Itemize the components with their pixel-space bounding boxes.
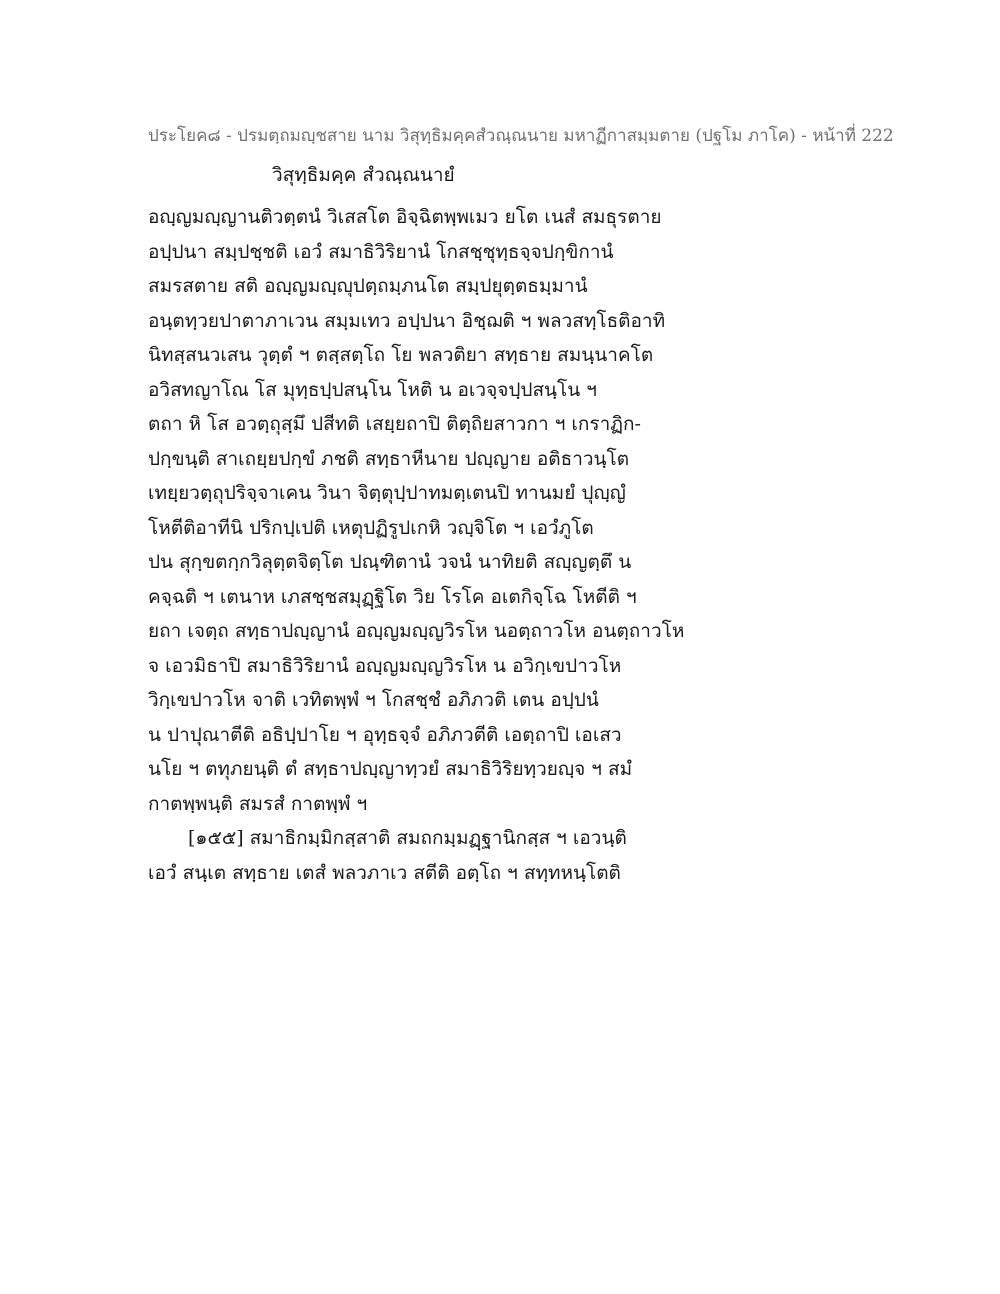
text-line: อนฺตทฺวยปาตาภาเวน สมฺมเทว อปฺปนา อิชฺฌติ ฯ พลวสทฺโธติอาทิ	[148, 309, 666, 332]
text-line: นโย ฯ ตทุภยนฺติ ตํ สทฺธาปญฺญาทฺวยํ สมาธิวิริยทฺวยญฺจ ฯ สมํ	[148, 758, 633, 780]
text-line: นิทสฺสนวเสน วุตฺตํ ฯ ตสฺสตฺโถ โย พลวติยา สทฺธาย สมนฺนาคโต	[148, 344, 654, 366]
text-line: เทยฺยวตฺถุปริจฺจาเคน วินา จิตฺตุปฺปาทมตฺเตนปิ ทานมยํ ปุญฺญํ	[148, 482, 626, 504]
text-line: ปน สุกฺขตกฺกวิลุตฺตจิตฺโต ปณฺฑิตานํ วจนํ นาทิยติ สญฺญตฺตึ น	[148, 551, 632, 573]
section-title: วิสุทฺธิมคฺค สํวณฺณนายํ	[272, 164, 455, 186]
text-line: วิกฺเขปาวโห จาติ เวทิตพฺพํ ฯ โกสชฺชํ อภิภวติ เตน อปฺปนํ	[148, 689, 599, 711]
body-text	[148, 200, 728, 890]
text-line: ปกฺขนฺติ สาเถยฺยปกฺขํ ภชติ สทฺธาหีนาย ปญฺญาย อติธาวนฺโต	[148, 447, 630, 470]
text-line: อปฺปนา สมฺปชฺชติ เอวํ สมาธิวิริยานํ โกสชฺชุทฺธจฺจปกฺขิกานํ	[148, 240, 614, 263]
text-line: โหตีติอาทีนิ ปริกปฺเปติ เหตุปฏิรูปเกหิ วญฺจิโต ฯ เอวํภูโต	[148, 516, 594, 539]
text-line: สมรสตาย สติ อญฺญมญฺญุปตฺถมฺภนโต สมฺปยุตฺตธมฺมานํ	[148, 275, 588, 297]
text-line: อญฺญมญฺญานติวตฺตนํ วิเสสโต อิจฺฉิตพฺพเมว ยโต เนสํ สมธุรตาย	[148, 206, 662, 228]
text-line: จ เอวมิธาปิ สมาธิวิริยานํ อญฺญมญฺญวิรโห น อวิกฺเขปาวโห	[148, 654, 622, 677]
text-line: ตถา หิ โส อวตฺถุสฺมึ ปสีทติ เสยฺยถาปิ ติตฺถิยสาวกา ฯ เกราฏิก-	[148, 413, 641, 435]
paragraph-start-line: [๑๕๕] สมาธิกมฺมิกสฺสาติ สมถกมฺมฏฺฐานิกสฺส ฯ เอวนฺติ	[188, 827, 627, 849]
text-line: น ปาปุณาตีติ อธิปฺปาโย ฯ อุทฺธจฺจํ อภิภวตีติ เอตฺถาปิ เอเสว	[148, 723, 622, 746]
text-line: คจฺฉติ ฯ เตนาห เภสชฺชสมุฏฺฐิโต วิย โรโค อเตกิจฺโฉ โหตีติ ฯ	[148, 585, 637, 608]
text-line: ยถา เจตฺถ สทฺธาปญฺญานํ อญฺญมญฺญวิรโห นอตฺถาวโห อนตฺถาวโห	[148, 620, 685, 642]
text-line: เอวํ สนฺเต สทฺธาย เตสํ พลวภาเว สตีติ อตฺโถ ฯ สทฺทหนฺโตติ	[148, 861, 621, 884]
running-header: ประโยค๘ - ปรมตฺถมญฺชสาย นาม วิสุทฺธิมคฺคสํวณฺณนาย มหาฏีกาสมฺมตาย (ปฐโม ภาโค) - หน้าที่ 222	[148, 126, 894, 146]
text-line: กาตพฺพนฺติ สมรสํ กาตพฺพํ ฯ	[148, 792, 368, 815]
text-line: อวิสทญาโณ โส มุทฺธปฺปสนฺโน โหติ น อเวจฺจปฺปสนฺโน ฯ	[148, 378, 597, 401]
